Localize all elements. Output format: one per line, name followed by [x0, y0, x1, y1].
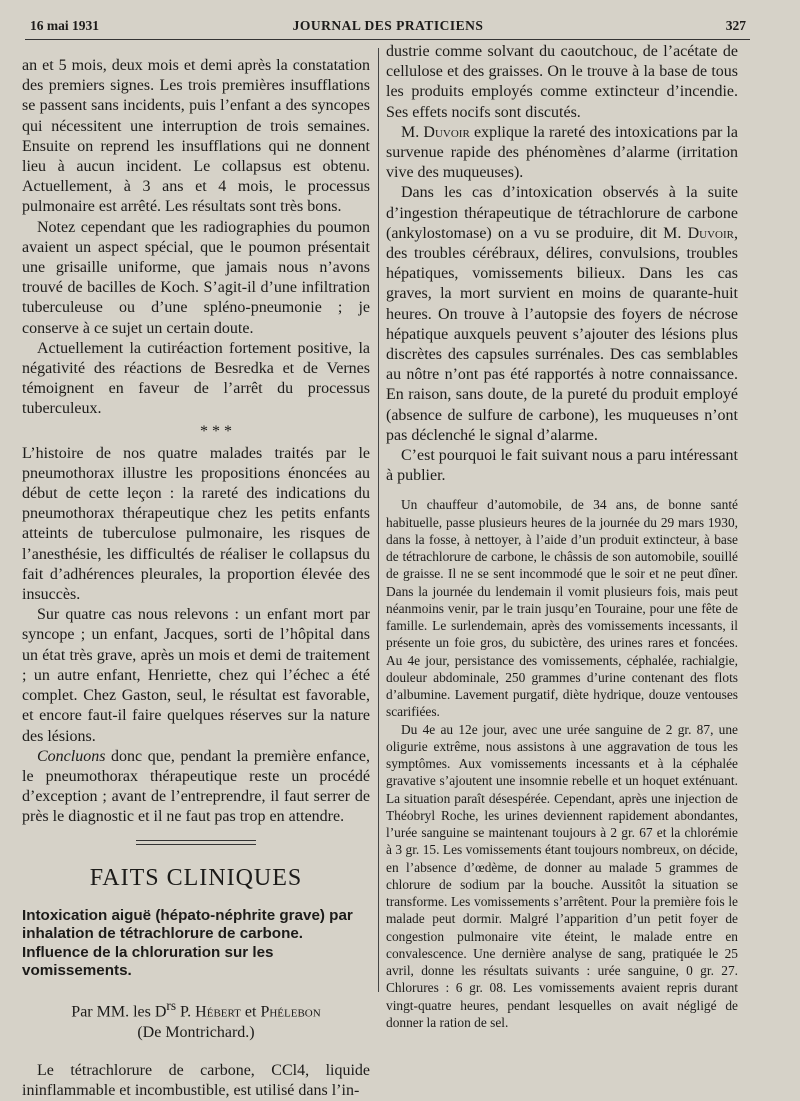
paragraph: Notez cependant que les radiographies du poumon avaient un aspect spécial, que le poumon présentait une grisaille uniforme, que jamais nous n’avons trouvé de bacilles de Koch. S’agit-il d’une infiltration tuberculeuse ou d’une spléno-pneumonie ; je conserve à ce sujet un certain doute. — [22, 218, 370, 337]
lecture-conclusion — [22, 56, 370, 828]
paragraph: Dans les cas d’intoxication observés à la suite d’ingestion thérapeutique de tétrachlorure de carbone (ankylostomase) on a vu se produire, dit M. Duvoir, des troubles cérébraux, délires, convulsions, troubles hépatiques, vomissements bilieux. Dans les cas graves, la mort survient en moins de quarante-huit heures. On trouve à l’autopsie des foyers de nécrose hépatique auxquels peuvent s’ajouter des lésions plus discrètes des capsules surrénales. Des cas semblables au nôtre n’ont pas été rapportés à notre connaissance. En raison, sans doute, de la pureté du produit employé (absence de sulfure de carbone), les muqueuses n’ont pas déclenché le signal d’alarme. — [386, 184, 738, 444]
article-authors: Par MM. les $D^{rs}$ P. Hébert et Phélebon — [71, 997, 321, 1020]
conclusion-lead: Concluons — [37, 747, 106, 765]
running-header — [30, 14, 746, 36]
section-separator: * * * — [200, 422, 232, 440]
paragraph: M. Duvoir explique la rareté des intoxications par la survenue rapide des phénomènes d’alarme (irritation vive des muqueuses). — [386, 123, 738, 182]
section-title: FAITS CLINIQUES — [89, 864, 303, 891]
paragraph: dustrie comme solvant du caoutchouc, de l’acétate de cellulose et des graisses. On le trouve à la base de tous les produits employés comme extincteur d’incendie. Ses effets nocifs sont discutés. — [386, 43, 738, 121]
author-name: Duvoir — [423, 123, 470, 141]
paragraph — [22, 747, 370, 828]
paragraph: Sur quatre cas nous relevons : un enfant mort par syncope ; un enfant, Jacques, sorti de l’hôpital dans un état très grave, après un mois et demi de traitement ; un autre enfant, Henriette, chez qui l’échec a été complet. Chez Gaston, seul, le résultat est favorable, et encore faut-il faire quelques réserves sur la nature des lésions. — [22, 606, 370, 745]
article-body — [386, 42, 738, 486]
author-name: Phélebon — [260, 1002, 321, 1020]
journal-title: JOURNAL DES PRATICIENS — [292, 18, 484, 33]
article-intro — [22, 1061, 370, 1101]
article-title: Intoxication aiguë (hépato-néphrite grave) par inhalation de tétrachlorure de carbone. Influence de la chloruration sur les vomissements. — [22, 906, 353, 980]
case-paragraph: Du 4e au 12e jour, avec une urée sanguine de 2 gr. 87, une oligurie extrême, nous assistons à une aggravation de tous les symptômes. Aux vomissements incessants et à la céphalée gravative s’ajoutent une insomnie rebelle et un hoquet exténuant. La situation paraît désespérée. Cependant, après une injection de Théobryl Roche, les urines deviennent rapidement abondantes, l’urée sanguine se maintenant toujours à 2 gr. 67 et la chlorémie à 3 gr. 15. Les vomissements étant toujours nombreux, on décide, en l’absence d’œdème, de donner au malade 5 grammes de chlorure de sodium par la bouche. Aussitôt la situation se transforme. Les vomissements s’arrêtent. Pour la première fois le malade peut dormir. Malgré l’apparition d’un petit foyer de congestion pulmonaire vite éteint, le malade entre en convalescence. Une dernière analyse de sang, pratiquée le 25 avril, donne les résultats suivants : urée sanguine, 0 gr. 27. Chlorures : 6 gr. 08. Les vomissements avaient repris durant vingt-quatre heures, pendant lesquelles on avait négligé de donner la ration de sel. — [386, 721, 738, 1030]
paragraph: Le tétrachlorure de carbone, CCl4, liquide ininflammable et incombustible, est utilisé dans l’in- — [22, 1061, 370, 1100]
decorative-rule — [136, 840, 256, 845]
case-paragraph: Un chauffeur d’automobile, de 34 ans, de bonne santé habituelle, passe plusieurs heures de la journée du 29 mars 1930, dans la fosse, à nettoyer, à l’aide d’un produit extincteur, à base de tétrachlorure de carbone, le châssis de son automobile, souillé de graisse. Il ne se sent incommodé que le soir et ne peut dîner. Dans la journée du lendemain il vomit plusieurs fois, mais peut néanmoins venir, par le train jusqu’en Touraine, pour une fête de famille. Le surlendemain, après des vomissements incessants, il présente un foie gros, du subictère, des urines rares et foncées. Au 4e jour, persistance des vomissements, céphalée, rachialgie, douleur abdominale, 250 grammes d’urine contenant des flots d’albumine. Lavement purgatif, diète hydrique, douze ventouses scarifiées. — [386, 497, 738, 720]
paragraph: C’est pourquoi le fait suivant nous a paru intéressant à publier. — [386, 447, 738, 485]
author-name: Duvoir — [687, 224, 734, 242]
left-column — [22, 56, 370, 1100]
author-name: P. Hébert — [176, 1002, 241, 1020]
author-affiliation: (De Montrichard.) — [137, 1023, 255, 1041]
paragraph: an et 5 mois, deux mois et demi après la constatation des premiers signes. Les trois premières insufflations se passent sans incidents, puis l’enfant a des syncopes qui nécessitent une interruption de trois semaines. Ensuite on reprend les insufflations qui ne donnent lieu à aucun incident. Le collapsus est obtenu. Actuellement, à 3 ans et 4 mois, le processus pulmonaire est arrêté. Les résultats sont très bons. — [22, 57, 370, 216]
right-column — [386, 42, 738, 1030]
header-date: 16 mai 1931 — [30, 18, 99, 33]
case-report — [386, 496, 738, 1031]
page-number: 327 — [725, 18, 746, 33]
column-divider — [378, 48, 379, 992]
paragraph: L’histoire de nos quatre malades traités par le pneumothorax illustre les propositions énoncées au début de cette leçon : la rareté des indications du pneumothorax thérapeutique chez les petits enfants atteints de tuberculose pulmonaire, les risques de l’anesthésie, les difficultés de réaliser le collapsus du fait d’adhérences pleurales, la proportion élevée des insuccès. — [22, 444, 370, 604]
header-rule — [25, 39, 750, 40]
paragraph: Actuellement la cutiréaction fortement positive, la négativité des réactions de Besredka et de Vernes témoignent en faveur de l’arrêt du processus tuberculeux. — [22, 339, 370, 418]
conclusion-text: donc que, pendant la première enfance, le pneumothorax thérapeutique reste un procédé d’exception ; avant de l’entreprendre, il faut serrer de près le diagnostic et il ne faut pas trop en attendre. — [22, 747, 370, 826]
